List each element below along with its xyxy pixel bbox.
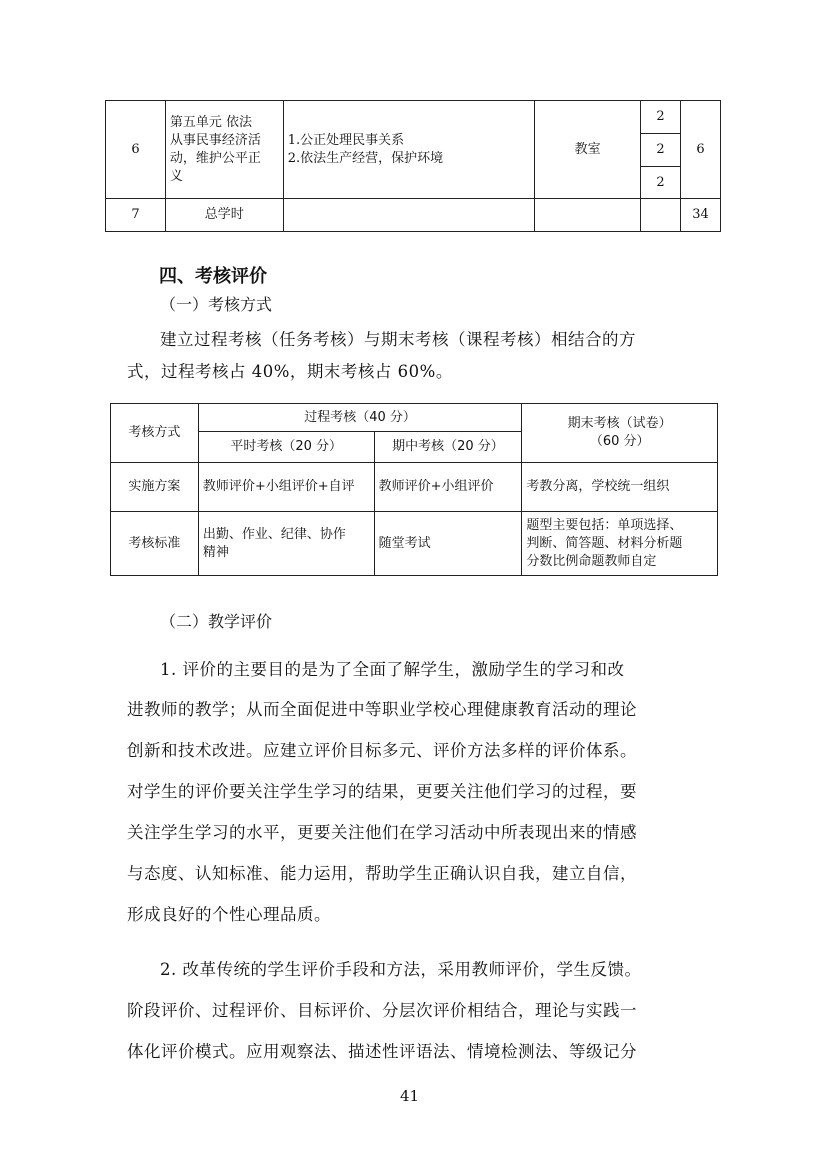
- page-number: 41: [400, 1087, 420, 1105]
- cell-regular: 教师评价+小组评价+自评: [198, 463, 374, 512]
- subsection-heading-evaluation: （二）教学评价: [160, 612, 273, 631]
- header-midterm: 期中考核（20 分）: [374, 432, 522, 463]
- cell-midterm: 随堂考试: [374, 512, 522, 576]
- paragraph-line: 体化评价模式。应用观察法、描述性评语法、情境检测法、等级记分: [127, 1042, 637, 1061]
- header-method: 考核方式: [111, 404, 199, 463]
- hours-cell: 2: [641, 167, 681, 199]
- section-heading: 四、考核评价: [159, 266, 267, 287]
- header-regular: 平时考核（20 分）: [198, 432, 374, 463]
- paragraph-line: 2. 改革传统的学生评价手段和方法，采用教师评价，学生反馈。: [160, 960, 642, 979]
- paragraph-line: 与态度、认知标准、能力运用，帮助学生正确认识自我，建立自信，: [127, 864, 637, 883]
- total-cell: 6: [681, 101, 721, 199]
- row-number: 7: [106, 199, 166, 232]
- content-cell: 1.公正处理民事关系 2.依法生产经营，保护环境: [283, 101, 535, 199]
- paragraph-line: 关注学生学习的水平，更要关注他们在学习活动中所表现出来的情感: [127, 823, 637, 842]
- schedule-table: [105, 100, 721, 232]
- table-row: [106, 101, 721, 134]
- cell-midterm: 教师评价+小组评价: [374, 463, 522, 512]
- cell-final: 考教分离，学校统一组织: [522, 463, 718, 512]
- cell-final: 题型主要包括：单项选择、 判断、简答题、材料分析题 分数比例命题教师自定: [522, 512, 718, 576]
- paragraph-line: 阶段评价、过程评价、目标评价、分层次评价相结合，理论与实践一: [127, 1001, 637, 1020]
- header-process: 过程考核（40 分）: [198, 404, 521, 432]
- intro-line: 式，过程考核占 40%，期末考核占 60%。: [127, 362, 453, 381]
- table-row: [111, 463, 718, 512]
- row-number: 6: [106, 101, 166, 199]
- row-label: 实施方案: [111, 463, 199, 512]
- table-row: [106, 199, 721, 232]
- intro-line: 建立过程考核（任务考核）与期末考核（课程考核）相结合的方: [160, 330, 636, 349]
- hours-cell: 2: [641, 134, 681, 167]
- cell-regular: 出勤、作业、纪律、协作 精神: [198, 512, 374, 576]
- total-hours-label: 总学时: [165, 199, 283, 232]
- paragraph-line: 进教师的教学；从而全面促进中等职业学校心理健康教育活动的理论: [127, 700, 637, 719]
- paragraph-line: 1. 评价的主要目的是为了全面了解学生，激励学生的学习和改: [160, 660, 625, 679]
- total-cell: 34: [681, 199, 721, 232]
- hours-cell: 2: [641, 101, 681, 134]
- paragraph-line: 创新和技术改进。应建立评价目标多元、评价方法多样的评价体系。: [127, 741, 637, 760]
- header-final: 期末考核（试卷） （60 分）: [522, 404, 718, 463]
- subsection-heading-method: （一）考核方式: [160, 295, 273, 314]
- table-row: [111, 404, 718, 432]
- paragraph-line: 形成良好的个性心理品质。: [127, 905, 331, 924]
- unit-cell: 第五单元 依法 从事民事经济活 动，维护公平正 义: [165, 101, 283, 199]
- place-cell: 教室: [535, 101, 641, 199]
- paragraph-line: 对学生的评价要关注学生学习的结果，更要关注他们学习的过程，要: [127, 782, 637, 801]
- table-row: [111, 512, 718, 576]
- row-label: 考核标准: [111, 512, 199, 576]
- assessment-table: [110, 403, 718, 576]
